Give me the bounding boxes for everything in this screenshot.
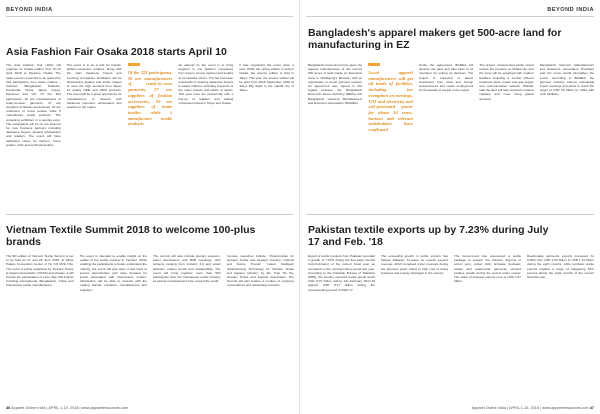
pullquote-column [128,63,173,188]
headline: Bangladesh's apparel makers get 500-acre land for manufacturing in EZ [308,27,562,51]
section-label: BEYOND INDIA [6,7,53,13]
top-divider [6,16,293,17]
text-column: Bangladesh Government has given the apparel manufacturers of the country 500 acres of land inside an Economic Zone in Chittagong's Mirsarai, with an expectation to boost garment exports. An agreement was signed in this regard between the Bangladesh Economic Zones Authority (BEZA) and Bangladesh Garment Manufacturers and Exporters Association (BGMEA). [308,63,363,105]
pullquote: Local apparel manufacturers will get all kinds of facilities, including tax exemption on earnings, VAT and electricity and self-generated power for about 10 years, horizon and relevant stakeholders have confirmed [368,70,413,133]
website-link[interactable]: www.apparelresources.com [81,406,129,410]
section-divider [6,214,293,215]
pullquote-bar [368,63,380,66]
page-footer: Apparel Online India | APRIL 1-15, 2018 | www.apparelresources.com 47 [471,406,594,410]
section-label: BEYOND INDIA [547,7,594,13]
text-column: Under the agreement, BGMEA will develop the land and allot plots to its members for setting up factories. The project is expected to attract investment from local and foreign entrepreneurs and create employment for thousands of people in the region. [418,63,474,93]
headline: Pakistan textile exports up by 7.23% during July 17 and Feb. '18 [308,224,549,248]
pullquote-bar [128,63,140,66]
text-column: The summit will also include plenary sessions, panel discussions and B2B meetings, with subjects ranging from Industry 4.0 and smart factories, market trends and sustainability. The event will bring together more than 500 participants from the Vietnamese textile industry as well as manufacturers from around the world. [153,254,221,284]
top-divider [306,16,594,17]
website-link[interactable]: www.apparelresources.com [542,406,589,410]
text-column: Readymade garments exports increased by 9.30% from USD 1.59 billion to USD 1.74 billion during the eight months, while synthetic textile exports marked a surge of staggering 64% percent during the eight months of the current financial year. [527,254,594,280]
page-number: 46 [6,406,11,410]
text-column: An attempt by the event is to bring together in one platform companies from Asia to source apparel and textiles at competitive prices. The fair has been successful in drawing Japanese buyers in earlier editions, including importers of the major brands and labels of Japan. This year sees the partnership with a line-up of retailers and trading companies based in Tokyo and Osaka. [178,63,234,105]
headline: Vietnam Textile Summit 2018 to welcome 100-plus brands [6,224,256,248]
text-column: The 6th edition of Vietnam Textile Summit is set to be held on 27 and 28 June 2018, at White Palace Convention Center in Ho Chi Minh City. The event is jointly organized by Vietnam Textile & Apparel Association (VITAS) and Vinatex. It will include the participation of more than 100 brands including international, Bangladesh, China and Vietnamese textile manufacturers. [6,254,74,288]
right-page [300,0,600,414]
magazine-name: Apparel Online India [471,406,507,410]
article-body [308,63,594,203]
text-column: Export of textile products from Pakistan recorded a growth of 7.23% during the first eight months (July-February) of the current fiscal year, as compared to the corresponding period last year. According to the Pakistan Bureau of Statistics (PBS), the country exported textile goods worth USD 8.76 billion during July-February 2017-18 against USD 8.17 billion during the corresponding period of 2016-17. [308,254,375,292]
magazine-name: Apparel Online India [11,406,46,410]
text-column: The project, implemented jointly, would reduce the pressure on Dhaka city, and the zone will be equipped with modern facilities including a central effluent treatment plant, power and gas supply and communication network. Officials said the land will help exporters expand capacity and meet rising global demand. [479,63,534,101]
pullquote: Of the 323 participants, 20 are manufacturers of ready-to-wear garments, 27 are suppliers of fashion accessories, 20 are suppliers of home textiles while 5 manufacture textile products [127,70,173,127]
article-body [6,254,294,394]
issue-date: APRIL 1-15, 2018 [48,406,79,410]
text-column: The event is intended to enable insight on the update of the textile industry in Vietnam. While enabling the participants to better understand the industry, the event will give them a fast track to access opportunities and raise demand for goods associated with Vietnamese textiles. Participants will be able to network with the leading brands, investors, manufacturers and suppliers. [79,254,147,292]
text-column: It was organising the event twice a year. While the spring edition is held in Osaka, the autumn edition is held in Tokyo. This year, the autumn edition will be held from 2018 September 2018 at Tokyo Big Sight in the capital city of Tokyo. [239,63,294,93]
headline: Asia Fashion Fair Osaka 2018 starts April 10 [6,46,227,58]
pullquote-column [368,63,413,203]
text-column: Keynote speeches include: 'Opportunities for Vietnam Textile and Apparel Industry: Outlook and Future Trends', 'Latest Intelligent Manufacturing Technology for Vietnam Textile and Apparel Industry' by Ms. Tran Thi Ha, Vietnam Textile and Apparel Association. The Summit will also feature a number of company presentations and networking sessions. [226,254,294,288]
page-number: 47 [589,406,594,410]
text-column: The Asia Fashion Fair (AFF) will organise its Osaka edition from 10-12 April 2018 at Mydome Osaka. The trade event is expected to be graced by 323 participants from Asian nations – Vietnam, Bangladesh, Pakistan, Cambodia, China, Japan, Korea, Myanmar and UK. Of the 323 participants, 20 are manufacturers of ready-to-wear garments, 27 are suppliers of fashion accessories, 20 are producers of home textiles while 5 manufacture textile products. The remaining exhibitors in a sample expo. The participants will be on the look-out for new business partners including Japanese buyers, apparel wholesalers and retailers. The event will have dedicated zones for fashion, home textiles, knits and technical textiles. [6,63,61,147]
text-column: The exceeding growth in textile exports has helped Pakistan increase its overall exports revenue, which remained under pressure during the previous years owing to high cost of doing business and energy shortages in the country. [381,254,448,275]
page-footer: 46 Apparel Online India | APRIL 1-15, 2018 | www.apparelresources.com [6,406,129,410]
text-column: The event is to be a hub for brands, fashion-conscious retailers, along with the main Japanese buyers and sourcing companies. Exhibitors will be showcasing apparel and textile ranges to meet the high demand from Japan for quality OEM and ODM products. The event will be a great opportunity for manufacturers to network with Japanese importers, wholesalers and retailers in the region. [66,63,122,110]
issue-date: APRIL 1-15, 2018 [508,406,539,410]
text-column: Bangladesh Garment Manufacturers and Exporters Association President said the move would strengthen the sector. According to BGMEA, the garment industry earned substantial export earnings and plans to reach the target of USD 50 billion by 2021 with such facilities. [539,63,595,97]
article-body [308,254,594,394]
article-body [6,63,294,188]
section-divider [306,214,594,215]
text-column: The Government has announced a textile package to support the industry. Exports of cotton yarn, cotton cloth, knitwear, bedwear, towels and readymade garments showed positive growth during the period under review. The value of knitwear exports rose to USD 1.87 billion. [454,254,521,284]
